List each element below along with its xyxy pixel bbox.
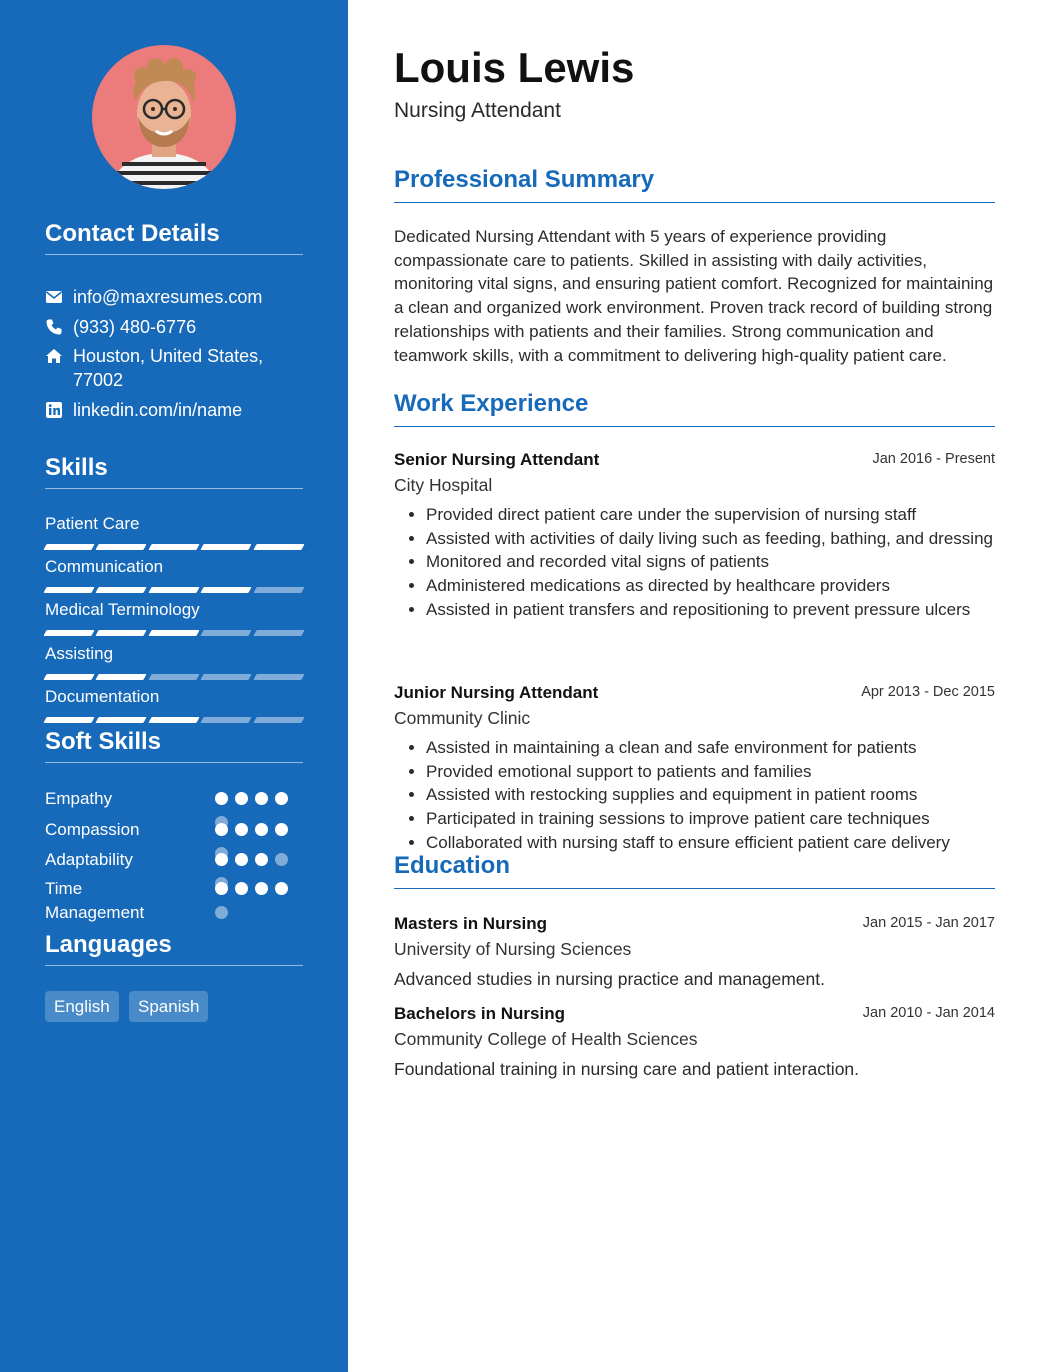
soft-skill-dot-filled <box>255 792 268 805</box>
soft-skill-dot-filled <box>215 823 228 836</box>
skill-level-bar <box>45 587 303 593</box>
skill-segment-empty <box>253 717 305 723</box>
job-title: Senior Nursing Attendant <box>394 450 600 469</box>
skill-segment-filled <box>96 544 148 550</box>
job-company: City Hospital <box>394 475 493 495</box>
job-company: Community Clinic <box>394 708 531 728</box>
skill-segment-empty <box>253 630 305 636</box>
avatar-illustration <box>92 45 236 189</box>
skill-segment-filled <box>148 544 200 550</box>
contact-address <box>45 344 303 392</box>
contact-address-text: Houston, United States, 77002 <box>73 346 264 390</box>
skill-segment-filled <box>43 544 95 550</box>
skill-label: Patient Care <box>45 514 140 533</box>
skill-segment-filled <box>148 717 200 723</box>
soft-skill-dot-filled <box>235 792 248 805</box>
linkedin-icon <box>45 401 63 419</box>
job-entry <box>394 449 995 622</box>
soft-skill-dot-filled <box>235 853 248 866</box>
skill-level-bar <box>45 544 303 550</box>
skill-item <box>45 643 303 680</box>
skill-label: Medical Terminology <box>45 600 200 619</box>
soft-skill-dot-filled <box>235 823 248 836</box>
job-entry <box>394 682 995 855</box>
professional-summary-heading: Professional Summary <box>394 166 995 203</box>
contact-linkedin-text: linkedin.com/in/name <box>73 400 243 420</box>
job-bullet: • Participated in training sessions to improve patient care techniques <box>426 807 995 831</box>
education-heading: Education <box>394 852 995 889</box>
language-chip: Spanish <box>129 991 208 1022</box>
job-date: Jan 2016 - Present <box>872 451 995 467</box>
degree-title: Bachelors in Nursing <box>394 1004 565 1023</box>
soft-skill-dot-filled <box>215 882 228 895</box>
job-bullet: • Provided direct patient care under the supervision of nursing staff <box>426 503 995 527</box>
skill-segment-filled <box>43 717 95 723</box>
skill-segment-filled <box>201 587 253 593</box>
job-bullet: • Administered medications as directed by healthcare providers <box>426 574 995 598</box>
job-bullet: • Collaborated with nursing staff to ensure efficient patient care delivery <box>426 831 995 855</box>
skill-segment-empty <box>148 674 200 680</box>
skill-item <box>45 686 303 723</box>
school-name: University of Nursing Sciences <box>394 939 632 959</box>
skill-segment-empty <box>201 674 253 680</box>
soft-skill-label: Empathy <box>45 789 113 808</box>
soft-skill-dot-filled <box>215 792 228 805</box>
envelope-icon <box>45 288 63 306</box>
soft-skill-dot-filled <box>215 853 228 866</box>
soft-skill-dot-empty <box>215 906 228 919</box>
soft-skill-dot-empty <box>275 853 288 866</box>
job-bullet: • Assisted in maintaining a clean and safe environment for patients <box>426 736 995 760</box>
job-bullet: • Assisted with restocking supplies and equipment in patient rooms <box>426 783 995 807</box>
contact-phone-text: (933) 480-6776 <box>73 317 197 337</box>
contact-details-heading: Contact Details <box>45 220 303 255</box>
job-bullets <box>394 736 995 855</box>
skill-level-bar <box>45 717 303 723</box>
soft-skill-label: Time Management <box>45 879 145 922</box>
education-description: Advanced studies in nursing practice and management. <box>394 969 825 989</box>
skill-label: Assisting <box>45 644 114 663</box>
skill-label: Documentation <box>45 687 160 706</box>
soft-skill-dot-filled <box>275 882 288 895</box>
skill-segment-filled <box>96 587 148 593</box>
degree-title: Masters in Nursing <box>394 914 548 933</box>
skill-segment-empty <box>253 587 305 593</box>
phone-icon <box>45 318 63 336</box>
skill-segment-filled <box>148 587 200 593</box>
soft-skill-dot-filled <box>275 792 288 805</box>
skill-item <box>45 556 303 593</box>
work-experience-heading: Work Experience <box>394 390 995 427</box>
contact-phone[interactable] <box>45 315 303 339</box>
sidebar <box>0 0 348 1372</box>
skill-level-bar <box>45 630 303 636</box>
contact-email-text: info@maxresumes.com <box>73 287 263 307</box>
education-entry <box>394 1003 995 1081</box>
skill-segment-empty <box>253 674 305 680</box>
job-bullet: • Provided emotional support to patients and families <box>426 760 995 784</box>
soft-skill-dot-filled <box>275 823 288 836</box>
soft-skill-dot-filled <box>255 882 268 895</box>
skill-segment-filled <box>148 630 200 636</box>
skill-item <box>45 513 303 550</box>
languages-heading: Languages <box>45 931 303 966</box>
candidate-name: Louis Lewis <box>394 44 635 91</box>
skill-level-bar <box>45 674 303 680</box>
skill-segment-filled <box>43 630 95 636</box>
school-name: Community College of Health Sciences <box>394 1029 698 1049</box>
skill-segment-filled <box>43 587 95 593</box>
job-bullet: • Monitored and recorded vital signs of patients <box>426 550 995 574</box>
job-bullet: • Assisted in patient transfers and repositioning to prevent pressure ulcers <box>426 598 995 622</box>
professional-summary-text: Dedicated Nursing Attendant with 5 years of experience providing compassionate care to patients. Skilled in assisting with daily activities, monitoring vital signs, and ensuring patient comfort. Recognized for maintaining a clean and organized work environment. Proven track record of building strong relationships with patients and their families. Strong communication and teamwork skills, with a commitment to delivering high-quality patient care. <box>394 227 994 365</box>
job-title: Junior Nursing Attendant <box>394 683 599 702</box>
language-chip: English <box>45 991 119 1022</box>
soft-skill-dot-filled <box>255 853 268 866</box>
contact-linkedin[interactable] <box>45 398 303 422</box>
job-bullets <box>394 503 995 622</box>
soft-skill-dot-filled <box>255 823 268 836</box>
skill-segment-filled <box>96 630 148 636</box>
job-date: Apr 2013 - Dec 2015 <box>861 684 995 700</box>
skill-segment-filled <box>201 544 253 550</box>
education-date: Jan 2010 - Jan 2014 <box>862 1005 995 1021</box>
skill-segment-filled <box>96 674 148 680</box>
job-bullet: • Assisted with activities of daily living such as feeding, bathing, and dressing <box>426 527 995 551</box>
home-icon <box>45 347 63 365</box>
profile-photo <box>92 45 236 189</box>
skill-item <box>45 599 303 636</box>
skill-segment-empty <box>201 630 253 636</box>
skill-label: Communication <box>45 557 164 576</box>
skill-segment-filled <box>96 717 148 723</box>
education-description: Foundational training in nursing care and patient interaction. <box>394 1059 860 1079</box>
soft-skill-label: Compassion <box>45 820 140 839</box>
skill-segment-filled <box>253 544 305 550</box>
candidate-role: Nursing Attendant <box>394 99 561 122</box>
skills-heading: Skills <box>45 454 303 489</box>
skill-segment-empty <box>201 717 253 723</box>
soft-skill-dot-filled <box>235 882 248 895</box>
contact-email[interactable] <box>45 285 303 309</box>
skill-segment-filled <box>43 674 95 680</box>
soft-skills-heading: Soft Skills <box>45 728 303 763</box>
education-date: Jan 2015 - Jan 2017 <box>862 915 995 931</box>
education-entry <box>394 913 995 991</box>
soft-skill-label: Adaptability <box>45 850 133 869</box>
